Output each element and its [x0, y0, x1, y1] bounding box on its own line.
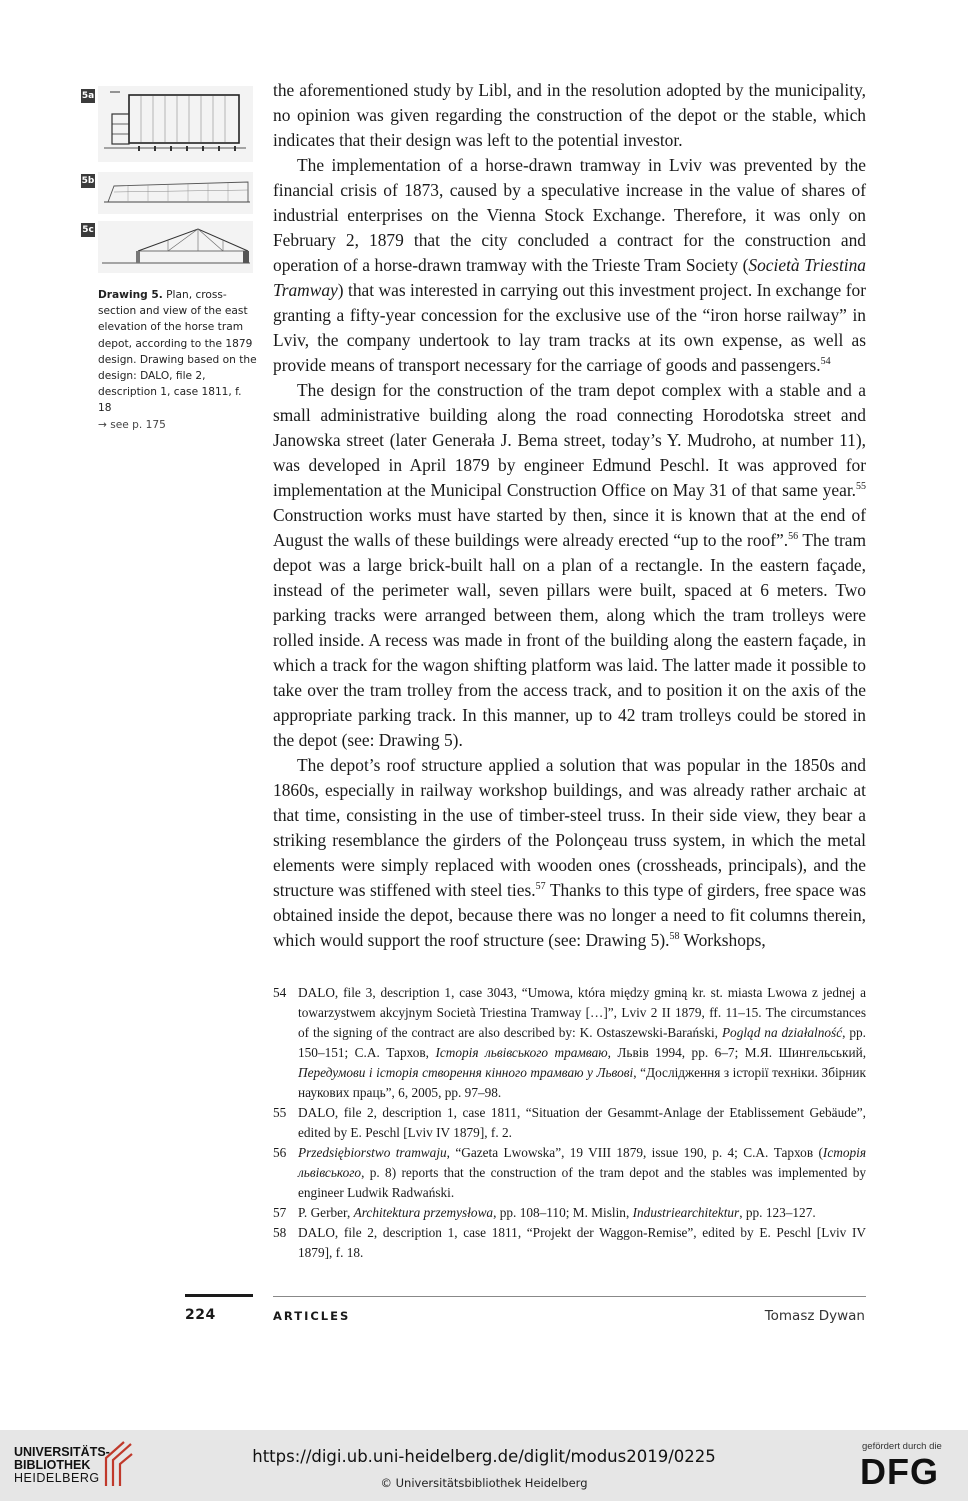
- footnote-ref-54[interactable]: 54: [820, 356, 831, 368]
- footnote-ref-57[interactable]: 57: [535, 881, 546, 893]
- footnote-56: [273, 1143, 866, 1203]
- footnote-number: 54: [273, 985, 287, 1000]
- paragraph-2-text-b: ) that was interested in carrying out this investment project. In exchange for granting a fifty-year concession for the exclusive use of the “iron horse railway” in Lviv, the company undertook to lay tram tracks at its own expense, as well as provide means of transport necessary for the carriage of goods and passengers.: [273, 280, 866, 375]
- footnote-text: , p. 8) reports that the construction of the tram depot and the stables was implemented by engineer Ludwik Radwański.: [298, 1165, 866, 1200]
- paragraph-3-text-a: The design for the construction of the tram depot complex with a stable and a small administrative building along the road connecting Horodotska street and Janowska street (later Generała J. Bema street, today’s Y. Mudroho, at number 11), was developed in April 1879 by engineer Edmund Peschl. It was approved for implementation at the Municipal Construction Office on May 31 of that same year.: [273, 380, 866, 500]
- library-banner: [0, 1430, 968, 1501]
- page-url-link[interactable]: https://digi.ub.uni-heidelberg.de/diglit/modus2019/0225: [252, 1447, 716, 1466]
- footnote-text: DALO, file 2, description 1, case 1811, “Projekt der Waggon-Remise”, edited by E. Peschl [Lviv IV 1879], f. 18.: [298, 1225, 866, 1260]
- figure-caption: [98, 287, 258, 433]
- footnote-text: , “Дослідження з історії техніки. Збірник наукових праць”, 6, 2005, pp. 97–98.: [298, 1065, 866, 1100]
- footnote-ref-58[interactable]: 58: [669, 931, 680, 943]
- footnote-text: , “Gazeta Lwowska”, 19 VIII 1879, issue 190, p. 4; С.А. Тархов (: [446, 1145, 823, 1160]
- article-body: [273, 78, 866, 953]
- figure-5a-plan: [98, 86, 253, 162]
- footnote-italic: Історія львівського трамваю: [435, 1045, 608, 1060]
- footnote-58: [273, 1223, 866, 1263]
- paragraph-3: [273, 378, 866, 753]
- caption-text: Plan, cross-section and view of the east elevation of the horse tram depot, according to the 1879 design. Drawing based on the design: DALO, file 2, description 1, case 1811, f. 18: [98, 289, 257, 415]
- copyright-text: © Universitätsbibliothek Heidelberg: [380, 1476, 588, 1490]
- figure-tag-5c: 5c: [82, 225, 94, 235]
- footnote-number: 57: [273, 1205, 287, 1220]
- library-logo-line1: UNIVERSITÄTS-: [14, 1445, 110, 1459]
- dfg-logo[interactable]: DFG: [860, 1451, 939, 1492]
- paragraph-2: [273, 153, 866, 378]
- footnote-number: 56: [273, 1145, 287, 1160]
- library-logo-line2: BIBLIOTHEK: [14, 1458, 91, 1472]
- footer-rule-thin: [273, 1296, 866, 1297]
- footnote-italic: Pogląd na działalność: [721, 1025, 843, 1040]
- paragraph-4-text-b: Thanks to this type of girders, free space was obtained inside the depot, because there was no longer a need to fit columns therein, which would support the roof structure (see: Drawing 5).: [273, 880, 866, 950]
- paragraph-2-italic: Società Triestina Tramway: [273, 255, 866, 300]
- footnote-text: DALO, file 2, description 1, case 1811, “Situation der Gesammt-Anlage der Etablissement Gebäude”, edited by E. Peschl [Lviv IV 1879], f. 2.: [298, 1105, 866, 1140]
- library-logo-line3: HEIDELBERG: [14, 1471, 100, 1485]
- footnote-number: 55: [273, 1105, 287, 1120]
- footnote-54: [273, 983, 866, 1103]
- footnote-57: [273, 1203, 866, 1223]
- footer-rule-thick: [185, 1294, 253, 1297]
- author-name: Tomasz Dywan: [764, 1308, 865, 1324]
- footnote-text: , Львів 1994, pp. 6–7; М.Я. Шингельський,: [607, 1045, 867, 1060]
- footnote-ref-55[interactable]: 55: [856, 481, 866, 493]
- caption-see-link[interactable]: → see p. 175: [98, 418, 166, 431]
- footnote-text: , pp. 150–151; С.А. Тархов,: [298, 1025, 866, 1060]
- page-number: 224: [185, 1307, 216, 1323]
- dfg-note: gefördert durch die: [862, 1441, 942, 1452]
- footnote-text: , pp. 123–127.: [739, 1205, 816, 1220]
- paragraph-3-text-b: Construction works must have started by then, since it is known that at the end of August the walls of these buildings were already erected “up to the roof”.: [273, 505, 866, 550]
- paragraph-3-text-c: The tram depot was a large brick-built hall on a plan of a rectangle. In the eastern façade, instead of the perimeter wall, seven pillars were built, spaced at 6 meters. Two parking tracks were arranged between them, along which the tram trolleys were rolled inside. A recess was made in front of the building along the eastern façade, in which a track for the wagon shifting platform was laid. The latter made it possible to take over the tram trolley from the access track, and to position it on the axis of the appropriate parking track. In this manner, up to 42 tram trolleys could be stored in the depot (see: Drawing 5).: [273, 530, 866, 750]
- figure-5b-elevation: [98, 172, 253, 214]
- caption-label: Drawing 5.: [98, 289, 163, 301]
- figure-tag-5b: 5b: [81, 176, 95, 186]
- footnote-text: , pp. 108–110; M. Mislin,: [493, 1205, 633, 1220]
- footnote-italic: Industriearchitektur: [632, 1205, 740, 1220]
- footnote-italic: Передумови і історія створення кінного трамваю у Львові: [298, 1065, 634, 1080]
- paragraph-4-text-c: Workshops,: [679, 930, 766, 950]
- footnote-text: DALO, file 3, description 1, case 3043, “Umowa, która między gminą kr. st. miasta Lwowa z jednej a towarzystwem akcyjnym Società Triestina Tramway […]”, Lviv 2 II 1879, ff. 11–15. The circumstances of the signing of the contract are also described by: K. Ostaszewski-Barański,: [298, 985, 866, 1040]
- paragraph-1: the aforementioned study by Libl, and in the resolution adopted by the municipality, no opinion was given regarding the construction of the depot or the stable, which indicates that their design was left to the potential investor.: [273, 80, 866, 150]
- footnote-text: P. Gerber,: [298, 1205, 354, 1220]
- paragraph-2-text-a: The implementation of a horse-drawn tramway in Lviv was prevented by the financial crisis of 1873, caused by a speculative increase in the value of shares of industrial enterprises on the Vienna Stock Exchange. Therefore, it was only on February 2, 1879 that the city concluded a contract for the construction and operation of a horse-drawn tramway with the Trieste Tram Society (: [273, 155, 866, 275]
- footnotes: [273, 983, 866, 1263]
- footnote-number: 58: [273, 1225, 287, 1240]
- paragraph-4: [273, 753, 866, 953]
- footnote-ref-56[interactable]: 56: [788, 531, 799, 543]
- figure-tag-5a: 5a: [81, 91, 95, 101]
- paragraph-4-text-a: The depot’s roof structure applied a solution that was popular in the 1850s and 1860s, especially in railway workshop buildings, and was already rather archaic at that time, consisting in the use of timber-steel truss. In their side view, they bear a striking resemblance the girders of the Polonçeau truss system, in which the metal elements were simply replaced with wooden ones (crossheads, principals), and the structure was stiffened with steel ties.: [273, 755, 866, 900]
- figure-5c-cross-section: [98, 221, 253, 273]
- footnote-italic: Przedsiębiorstwo tramwaju: [298, 1145, 447, 1160]
- section-label: ARTICLES: [273, 1309, 351, 1323]
- footnote-55: [273, 1103, 866, 1143]
- footnote-italic: Architektura przemysłowa: [353, 1205, 494, 1220]
- footnote-italic: Історія львівського: [298, 1145, 866, 1180]
